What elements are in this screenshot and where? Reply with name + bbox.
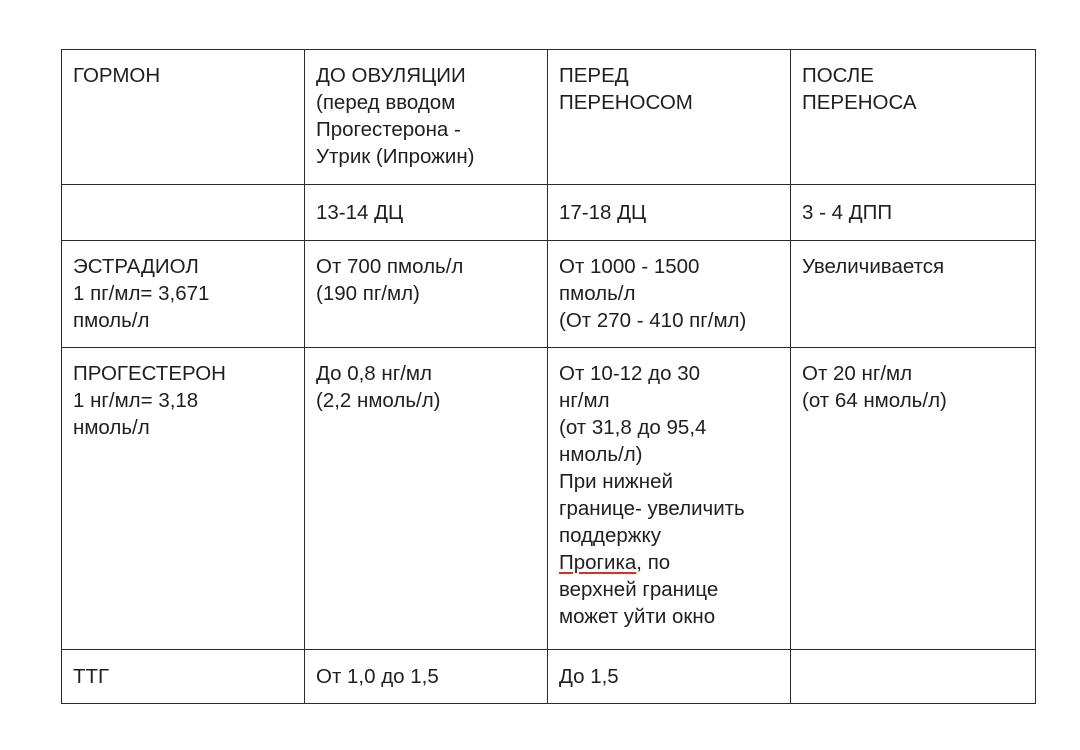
progesterone-row	[62, 348, 1036, 650]
tsh-hormone-cell: ТТГ	[62, 650, 305, 704]
tsh-before-ovulation-cell: От 1,0 до 1,5	[305, 650, 548, 704]
days-before-transfer-cell: 17-18 ДЦ	[548, 185, 791, 241]
tsh-row	[62, 650, 1036, 704]
progesterone-before-transfer-text-b: , по верхней границе может уйти окно	[559, 551, 719, 628]
header-before-ovulation-cell: ДО ОВУЛЯЦИИ (перед вводом Прогестерона - Утрик (Ипрожин)	[305, 50, 548, 185]
header-after-transfer-cell: ПОСЛЕ ПЕРЕНОСА	[791, 50, 1036, 185]
tsh-before-transfer-cell: До 1,5	[548, 650, 791, 704]
progesterone-after-transfer-cell: От 20 нг/мл (от 64 нмоль/л)	[791, 348, 1036, 650]
estradiol-after-transfer-cell: Увеличивается	[791, 241, 1036, 348]
progesterone-hormone-cell: ПРОГЕСТЕРОН 1 нг/мл= 3,18 нмоль/л	[62, 348, 305, 650]
progesterone-before-transfer-text-a: От 10-12 до 30 нг/мл (от 31,8 до 95,4 нмоль/л) При нижней границе- увеличить поддержку	[559, 362, 745, 547]
hormone-table	[61, 49, 1036, 704]
estradiol-hormone-cell: ЭСТРАДИОЛ 1 пг/мл= 3,671 пмоль/л	[62, 241, 305, 348]
tsh-after-transfer-cell	[791, 650, 1036, 704]
estradiol-row	[62, 241, 1036, 348]
estradiol-before-ovulation-cell: От 700 пмоль/л (190 пг/мл)	[305, 241, 548, 348]
progesterone-before-ovulation-cell: До 0,8 нг/мл (2,2 нмоль/л)	[305, 348, 548, 650]
hormone-table-container	[61, 49, 1036, 704]
days-hormone-cell	[62, 185, 305, 241]
days-before-ovulation-cell: 13-14 ДЦ	[305, 185, 548, 241]
progesterone-before-transfer-cell	[548, 348, 791, 650]
cycle-days-row	[62, 185, 1036, 241]
table-header-row	[62, 50, 1036, 185]
estradiol-before-transfer-cell: От 1000 - 1500 пмоль/л (От 270 - 410 пг/мл)	[548, 241, 791, 348]
days-after-transfer-cell: 3 - 4 ДПП	[791, 185, 1036, 241]
header-before-transfer-cell: ПЕРЕД ПЕРЕНОСОМ	[548, 50, 791, 185]
drug-name-spellcheck: Прогика	[559, 551, 637, 574]
header-hormone-cell: ГОРМОН	[62, 50, 305, 185]
